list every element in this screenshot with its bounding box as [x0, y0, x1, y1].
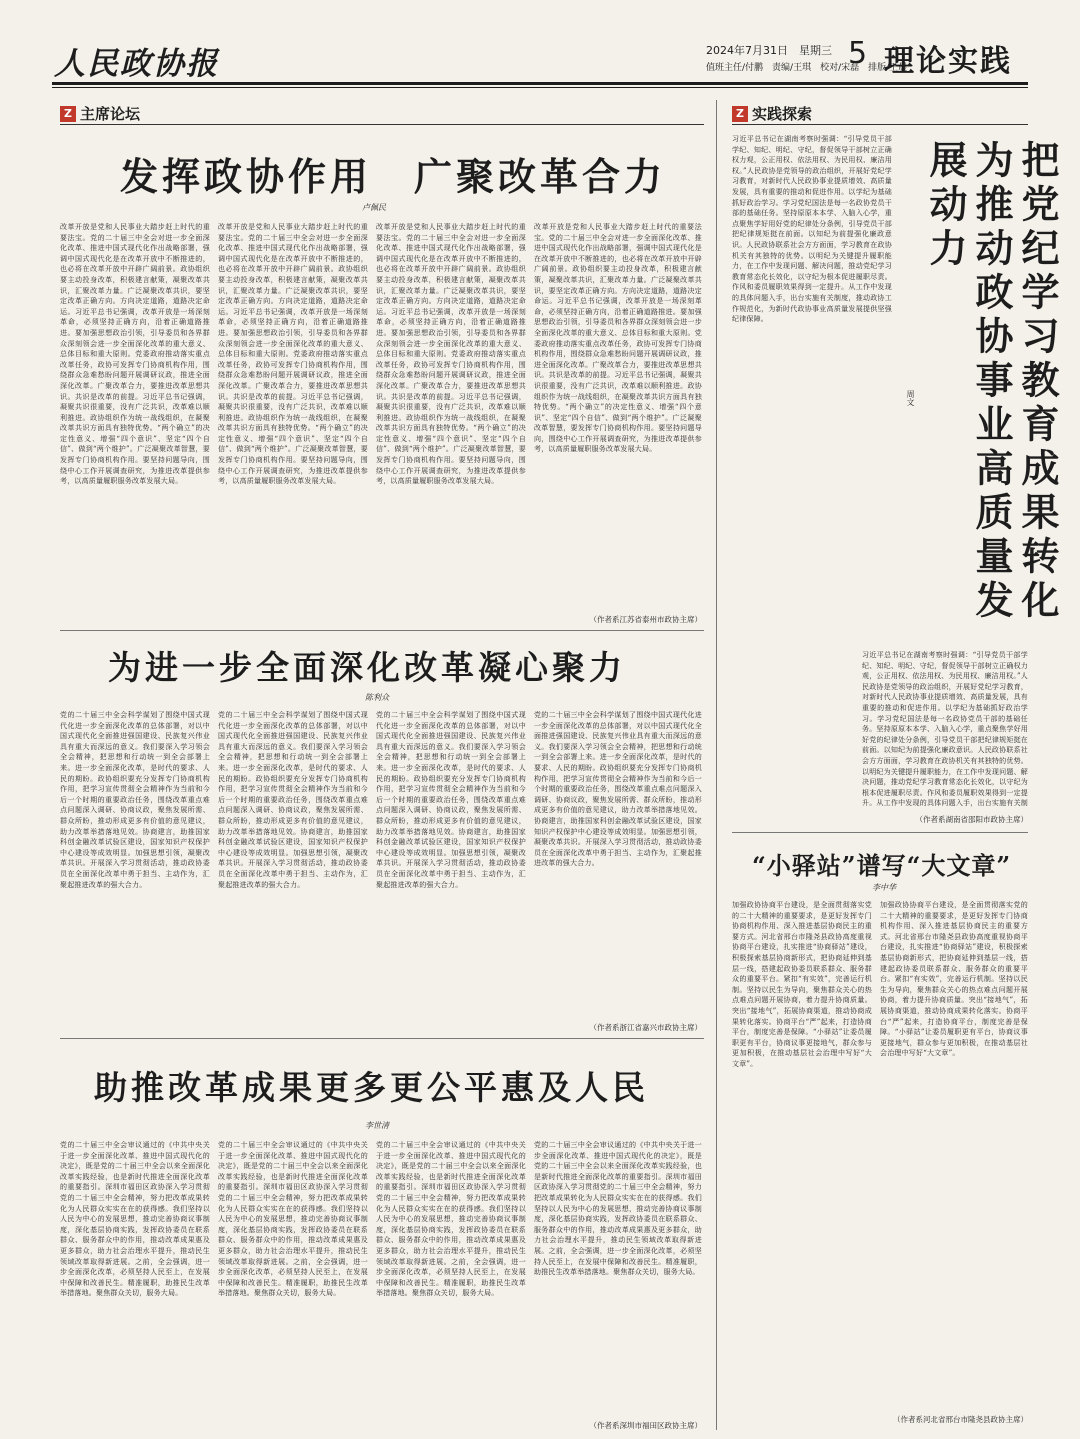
section-z-icon: Z [60, 106, 76, 122]
article2-byline: 陈利众 [365, 693, 389, 702]
article2-body-col1: 党的二十届三中全会科学谋划了围绕中国式现代化进一步全面深化改革的总体部署，对以中国式现代化全面推进强国建设、民族复兴伟业具有重大而深远的意义。我们要深入学习领会全会精神，把思想和行动统一到全会部署上来。进一步全面深化改革，是时代的要求、人民的期盼。政协组织要充分发挥专门协商机构作用，把学习宣传贯彻全会精神作为当前和今后一个时期的重要政治任务，围绕改革重点难点问题深入调研、协商议政，聚焦发展所需、群众所盼，推动形成更多有价值的意见建议，助力改革举措落地见效。协商建言，助推国家科创金融改革试验区建设，国家知识产权保护中心建设等成效明显。加强思想引领，凝聚改革共识。开展深入学习贯彻活动，推动政协委员在全面深化改革中勇于担当、主动作为，汇聚起推进改革的强大合力。 [60, 711, 210, 889]
article1-body-col4: 改革开放是党和人民事业大踏步赶上时代的重要法宝。党的二十届三中全会对进一步全面深化改革、推进中国式现代化作出战略部署，强调中国式现代化是在改革开放中不断推进的，也必将在改革开放中开辟广阔前景。政协组织要主动投身改革，积极建言献策，凝聚改革共识，汇聚改革力量。广泛凝聚改革共识，要坚定改革正确方向。方向决定道路，道路决定命运。习近平总书记强调，改革开放是一场深刻革命，必须坚持正确方向，沿着正确道路推进。要加强思想政治引领，引导委员和各界群众深刻领会进一步全面深化改革的重大意义、总体目标和重大原则。党委政府推动落实重点改革任务，政协可发挥专门协商机构作用，围绕群众急难愁盼问题开展调研议政，推进全面深化改革。广聚改革合力，要推进改革思想共识。共识是改革的前提。习近平总书记强调，凝聚共识很重要，没有广泛共识，改革难以顺利推进。政协组织作为统一战线组织，在凝聚改革共识方面具有独特优势。“两个确立”的决定性意义、增强“四个意识”、坚定“四个自信”、做到“两个维护”。广泛凝聚改革智慧，要发挥专门协商机构作用。要坚持问题导向，围绕中心工作开展调查研究，为推进改革提供参考，以高质量履职服务改革发展大局。 [534, 223, 702, 454]
article3-body-col3: 党的二十届三中全会审议通过的《中共中央关于进一步全面深化改革、推进中国式现代化的决定》，既是党的二十届三中全会以来全面深化改革实践经验，也是新时代推进全面深化改革的重要指引。深圳市福田区政协深入学习贯彻党的二十届三中全会精神，努力把改革成果转化为人民群众实实在在的获得感。我们坚持以人民为中心的发展思想，推动完善协商议事制度，深化基层协商实践，发挥政协委员在联系群众、服务群众中的作用，推动改革成果惠及更多群众，助力社会治理水平提升，推动民生领域改革取得新进展。之前，全会强调，进一步全面深化改革，必须坚持人民至上，在发展中保障和改善民生。精准履职，助推民生改革举措落地。聚焦群众关切，服务大局。 [376, 1141, 526, 1298]
section-label-right [732, 103, 812, 124]
article3-body-col2: 党的二十届三中全会审议通过的《中共中央关于进一步全面深化改革、推进中国式现代化的决定》，既是党的二十届三中全会以来全面深化改革实践经验，也是新时代推进全面深化改革的重要指引。深圳市福田区政协深入学习贯彻党的二十届三中全会精神，努力把改革成果转化为人民群众实实在在的获得感。我们坚持以人民为中心的发展思想，推动完善协商议事制度，深化基层协商实践，发挥政协委员在联系群众、服务群众中的作用，推动改革成果惠及更多群众，助力社会治理水平提升，推动民生领域改革取得新进展。之前，全会强调，进一步全面深化改革，必须坚持人民至上，在发展中保障和改善民生。精准履职，助推民生改革举措落地。聚焦群众关切，服务大局。 [218, 1141, 368, 1298]
article5-title: “小驿站”谱写“大文章” [752, 851, 1012, 880]
article1-body-col1: 改革开放是党和人民事业大踏步赶上时代的重要法宝。党的二十届三中全会对进一步全面深化改革、推进中国式现代化作出战略部署，强调中国式现代化是在改革开放中不断推进的，也必将在改革开放中开辟广阔前景。政协组织要主动投身改革，积极建言献策，凝聚改革共识，汇聚改革力量。广泛凝聚改革共识，要坚定改革正确方向。方向决定道路，道路决定命运。习近平总书记强调，改革开放是一场深刻革命，必须坚持正确方向，沿着正确道路推进。要加强思想政治引领，引导委员和各界群众深刻领会进一步全面深化改革的重大意义、总体目标和重大原则。党委政府推动落实重点改革任务，政协可发挥专门协商机构作用，围绕群众急难愁盼问题开展调研议政，推进全面深化改革。广聚改革合力，要推进改革思想共识。共识是改革的前提。习近平总书记强调，凝聚共识很重要，没有广泛共识，改革难以顺利推进。政协组织作为统一战线组织，在凝聚改革共识方面具有独特优势。“两个确立”的决定性意义、增强“四个意识”、坚定“四个自信”、做到“两个维护”。广泛凝聚改革智慧，要发挥专门协商机构作用。要坚持问题导向，围绕中心工作开展调查研究，为推进改革提供参考，以高质量履职服务改革发展大局。 [60, 223, 210, 486]
article4-byline: 周文 [906, 390, 915, 406]
article4-title: 把党纪学习教育成果转化为推动政协事业高质量发展动力 [923, 140, 1060, 624]
article1-byline: 卢佩民 [362, 203, 386, 212]
article3-title: 助推改革成果更多更公平惠及人民 [94, 1068, 649, 1107]
masthead-rule [52, 82, 1028, 85]
article4-body-col2: 习近平总书记在湖南考察时强调：“引导党员干部学纪、知纪、明纪、守纪，督促领导干部树立正确权力观，公正用权、依法用权、为民用权、廉洁用权。”人民政协是党领导的政治组织，开展好党纪学习教育，对新时代人民政协事业提质增效、高质量发展，具有重要的推动和促进作用。以学纪为基础抓好政治学习。学习党纪国法是每一名政协党员干部的基础任务。坚持原原本本学、入脑入心学，重点聚焦学好用好党的纪律处分条例，引导党员干部把纪律规矩挺在前面。以知纪为前提强化廉政意识。人民政协联系社会方方面面，学习教育在政协机关有其独特的优势。以明纪为关键提升履职能力，在工作中发现问题、解决问题，推动党纪学习教育常态化长效化，以守纪为根本促进履职尽责。作风和委员履职效果得到一定提升。从工作中发现的具体问题入手，出台实施有关制 [862, 651, 1028, 808]
masthead-rule-thin [52, 87, 1028, 88]
article2-body-col2: 党的二十届三中全会科学谋划了围绕中国式现代化进一步全面深化改革的总体部署，对以中国式现代化全面推进强国建设、民族复兴伟业具有重大而深远的意义。我们要深入学习领会全会精神，把思想和行动统一到全会部署上来。进一步全面深化改革，是时代的要求、人民的期盼。政协组织要充分发挥专门协商机构作用，把学习宣传贯彻全会精神作为当前和今后一个时期的重要政治任务，围绕改革重点难点问题深入调研、协商议政，聚焦发展所需、群众所盼，推动形成更多有价值的意见建议，助力改革举措落地见效。协商建言，助推国家科创金融改革试验区建设，国家知识产权保护中心建设等成效明显。加强思想引领，凝聚改革共识。开展深入学习贯彻活动，推动政协委员在全面深化改革中勇于担当、主动作为，汇聚起推进改革的强大合力。 [218, 711, 368, 889]
article2-title: 为进一步全面深化改革凝心聚力 [108, 648, 626, 687]
section-rule-right [732, 124, 1028, 125]
article5-body-col2: 加强政协协商平台建设，是全面贯彻落实党的二十大精神的重要要求，是更好发挥专门协商机构作用、深入推进基层协商民主的重要方式。河北省邢台市隆尧县政协高度重视协商平台建设，扎实推进“协商驿站”建设，积极探索基层协商新形式，把协商延伸到基层一线，搭建起政协委员联系群众、服务群众的重要平台。紧扣“有实效”，完善运行机制。坚持以民生为导向，聚焦群众关心的热点难点问题开展协商，着力提升协商质量。突出“接地气”，拓展协商渠道，推动协商成果转化落实。协商平台“严”起来，打造协商平台，制度完善是保障。“小驿站”让委员履职更有平台，协商议事更接地气，群众参与更加积极，在推动基层社会治理中写好“大文章”。 [880, 901, 1028, 1058]
article2-body-col4: 党的二十届三中全会科学谋划了围绕中国式现代化进一步全面深化改革的总体部署，对以中国式现代化全面推进强国建设、民族复兴伟业具有重大而深远的意义。我们要深入学习领会全会精神，把思想和行动统一到全会部署上来。进一步全面深化改革，是时代的要求、人民的期盼。政协组织要充分发挥专门协商机构作用，把学习宣传贯彻全会精神作为当前和今后一个时期的重要政治任务，围绕改革重点难点问题深入调研、协商议政，聚焦发展所需、群众所盼，推动形成更多有价值的意见建议，助力改革举措落地见效。协商建言，助推国家科创金融改革试验区建设，国家知识产权保护中心建设等成效明显。加强思想引领，凝聚改革共识。开展深入学习贯彻活动，推动政协委员在全面深化改革中勇于担当、主动作为，汇聚起推进改革的强大合力。 [534, 711, 702, 868]
section-z-icon: Z [732, 106, 748, 122]
article3-body-col1: 党的二十届三中全会审议通过的《中共中央关于进一步全面深化改革、推进中国式现代化的决定》，既是党的二十届三中全会以来全面深化改革实践经验，也是新时代推进全面深化改革的重要指引。深圳市福田区政协深入学习贯彻党的二十届三中全会精神，努力把改革成果转化为人民群众实实在在的获得感。我们坚持以人民为中心的发展思想，推动完善协商议事制度，深化基层协商实践，发挥政协委员在联系群众、服务群众中的作用，推动改革成果惠及更多群众，助力社会治理水平提升，推动民生领域改革取得新进展。之前，全会强调，进一步全面深化改革，必须坚持人民至上，在发展中保障和改善民生。精准履职，助推民生改革举措落地。聚焦群众关切，服务大局。 [60, 1141, 210, 1298]
editorial-staff: 值班主任/付鹏 责编/王琪 校对/宋磊 排版/王晨 [706, 63, 908, 73]
section-title: 理论实践 [884, 44, 1012, 79]
article1-title: 发挥政协作用 广聚改革合力 [120, 154, 667, 199]
article5-body-col1: 加强政协协商平台建设，是全面贯彻落实党的二十大精神的重要要求，是更好发挥专门协商机构作用、深入推进基层协商民主的重要方式。河北省邢台市隆尧县政协高度重视协商平台建设，扎实推进“协商驿站”建设，积极探索基层协商新形式，把协商延伸到基层一线，搭建起政协委员联系群众、服务群众的重要平台。紧扣“有实效”，完善运行机制。坚持以民生为导向，聚焦群众关心的热点难点问题开展协商，着力提升协商质量。突出“接地气”，拓展协商渠道，推动协商成果转化落实。协商平台“严”起来，打造协商平台，制度完善是保障。“小驿站”让委员履职更有平台，协商议事更接地气，群众参与更加积极，在推动基层社会治理中写好“大文章”。 [732, 901, 872, 1068]
article3-byline: 李世清 [365, 1121, 389, 1130]
article2-author-note: （作者系浙江省嘉兴市政协主席） [589, 1023, 702, 1032]
issue-date: 2024年7月31日 星期三 [706, 44, 832, 57]
section-label-text: 主席论坛 [80, 105, 141, 123]
article4-body-col1: 习近平总书记在湖南考察时强调：“引导党员干部学纪、知纪、明纪、守纪，督促领导干部树立正确权力观，公正用权、依法用权、为民用权、廉洁用权。”人民政协是党领导的政治组织，开展好党纪学习教育，对新时代人民政协事业提质增效、高质量发展，具有重要的推动和促进作用。以学纪为基础抓好政治学习。学习党纪国法是每一名政协党员干部的基础任务。坚持原原本本学、入脑入心学，重点聚焦学好用好党的纪律处分条例，引导党员干部把纪律规矩挺在前面。以知纪为前提强化廉政意识。人民政协联系社会方方面面，学习教育在政协机关有其独特的优势。以明纪为关键提升履职能力，在工作中发现问题、解决问题，推动党纪学习教育常态化长效化，以守纪为根本促进履职尽责。作风和委员履职效果得到一定提升。从工作中发现的具体问题入手，出台实施有关制度，推动政协工作规范化，为新时代政协事业高质量发展提供坚强纪律保障。 [732, 135, 892, 324]
article1-author-note: （作者系江苏省泰州市政协主席） [589, 615, 702, 624]
newspaper-logo: 人民政协报 [54, 46, 219, 82]
article5-author-note: （作者系河北省邢台市隆尧县政协主席） [893, 1415, 1028, 1424]
section-label-left [60, 103, 140, 124]
article5-byline: 李中华 [872, 883, 896, 892]
article4-author-note: （作者系湖南省邵阳市政协主席） [915, 815, 1028, 824]
article3-author-note: （作者系深圳市福田区政协主席） [589, 1421, 702, 1430]
article3-body-col4: 党的二十届三中全会审议通过的《中共中央关于进一步全面深化改革、推进中国式现代化的决定》，既是党的二十届三中全会以来全面深化改革实践经验，也是新时代推进全面深化改革的重要指引。深圳市福田区政协深入学习贯彻党的二十届三中全会精神，努力把改革成果转化为人民群众实实在在的获得感。我们坚持以人民为中心的发展思想，推动完善协商议事制度，深化基层协商实践，发挥政协委员在联系群众、服务群众中的作用，推动改革成果惠及更多群众，助力社会治理水平提升，推动民生领域改革取得新进展。之前，全会强调，进一步全面深化改革，必须坚持人民至上，在发展中保障和改善民生。精准履职，助推民生改革举措落地。聚焦群众关切，服务大局。 [534, 1141, 702, 1277]
page-number: 5 [848, 36, 868, 71]
section-rule-left [60, 124, 704, 125]
article-divider [60, 630, 704, 631]
section-label-text: 实践探索 [752, 105, 813, 123]
article1-body-col3: 改革开放是党和人民事业大踏步赶上时代的重要法宝。党的二十届三中全会对进一步全面深化改革、推进中国式现代化作出战略部署，强调中国式现代化是在改革开放中不断推进的，也必将在改革开放中开辟广阔前景。政协组织要主动投身改革，积极建言献策，凝聚改革共识，汇聚改革力量。广泛凝聚改革共识，要坚定改革正确方向。方向决定道路，道路决定命运。习近平总书记强调，改革开放是一场深刻革命，必须坚持正确方向，沿着正确道路推进。要加强思想政治引领，引导委员和各界群众深刻领会进一步全面深化改革的重大意义、总体目标和重大原则。党委政府推动落实重点改革任务，政协可发挥专门协商机构作用，围绕群众急难愁盼问题开展调研议政，推进全面深化改革。广聚改革合力，要推进改革思想共识。共识是改革的前提。习近平总书记强调，凝聚共识很重要，没有广泛共识，改革难以顺利推进。政协组织作为统一战线组织，在凝聚改革共识方面具有独特优势。“两个确立”的决定性意义、增强“四个意识”、坚定“四个自信”、做到“两个维护”。广泛凝聚改革智慧，要发挥专门协商机构作用。要坚持问题导向，围绕中心工作开展调查研究，为推进改革提供参考，以高质量履职服务改革发展大局。 [376, 223, 526, 486]
article1-body-col2: 改革开放是党和人民事业大踏步赶上时代的重要法宝。党的二十届三中全会对进一步全面深化改革、推进中国式现代化作出战略部署，强调中国式现代化是在改革开放中不断推进的，也必将在改革开放中开辟广阔前景。政协组织要主动投身改革，积极建言献策，凝聚改革共识，汇聚改革力量。广泛凝聚改革共识，要坚定改革正确方向。方向决定道路，道路决定命运。习近平总书记强调，改革开放是一场深刻革命，必须坚持正确方向，沿着正确道路推进。要加强思想政治引领，引导委员和各界群众深刻领会进一步全面深化改革的重大意义、总体目标和重大原则。党委政府推动落实重点改革任务，政协可发挥专门协商机构作用，围绕群众急难愁盼问题开展调研议政，推进全面深化改革。广聚改革合力，要推进改革思想共识。共识是改革的前提。习近平总书记强调，凝聚共识很重要，没有广泛共识，改革难以顺利推进。政协组织作为统一战线组织，在凝聚改革共识方面具有独特优势。“两个确立”的决定性意义、增强“四个意识”、坚定“四个自信”、做到“两个维护”。广泛凝聚改革智慧，要发挥专门协商机构作用。要坚持问题导向，围绕中心工作开展调查研究，为推进改革提供参考，以高质量履职服务改革发展大局。 [218, 223, 368, 486]
article2-body-col3: 党的二十届三中全会科学谋划了围绕中国式现代化进一步全面深化改革的总体部署，对以中国式现代化全面推进强国建设、民族复兴伟业具有重大而深远的意义。我们要深入学习领会全会精神，把思想和行动统一到全会部署上来。进一步全面深化改革，是时代的要求、人民的期盼。政协组织要充分发挥专门协商机构作用，把学习宣传贯彻全会精神作为当前和今后一个时期的重要政治任务，围绕改革重点难点问题深入调研、协商议政，聚焦发展所需、群众所盼，推动形成更多有价值的意见建议，助力改革举措落地见效。协商建言，助推国家科创金融改革试验区建设，国家知识产权保护中心建设等成效明显。加强思想引领，凝聚改革共识。开展深入学习贯彻活动，推动政协委员在全面深化改革中勇于担当、主动作为，汇聚起推进改革的强大合力。 [376, 711, 526, 889]
column-divider [716, 100, 717, 1430]
article-divider [60, 1038, 704, 1039]
article-divider [732, 832, 1028, 833]
